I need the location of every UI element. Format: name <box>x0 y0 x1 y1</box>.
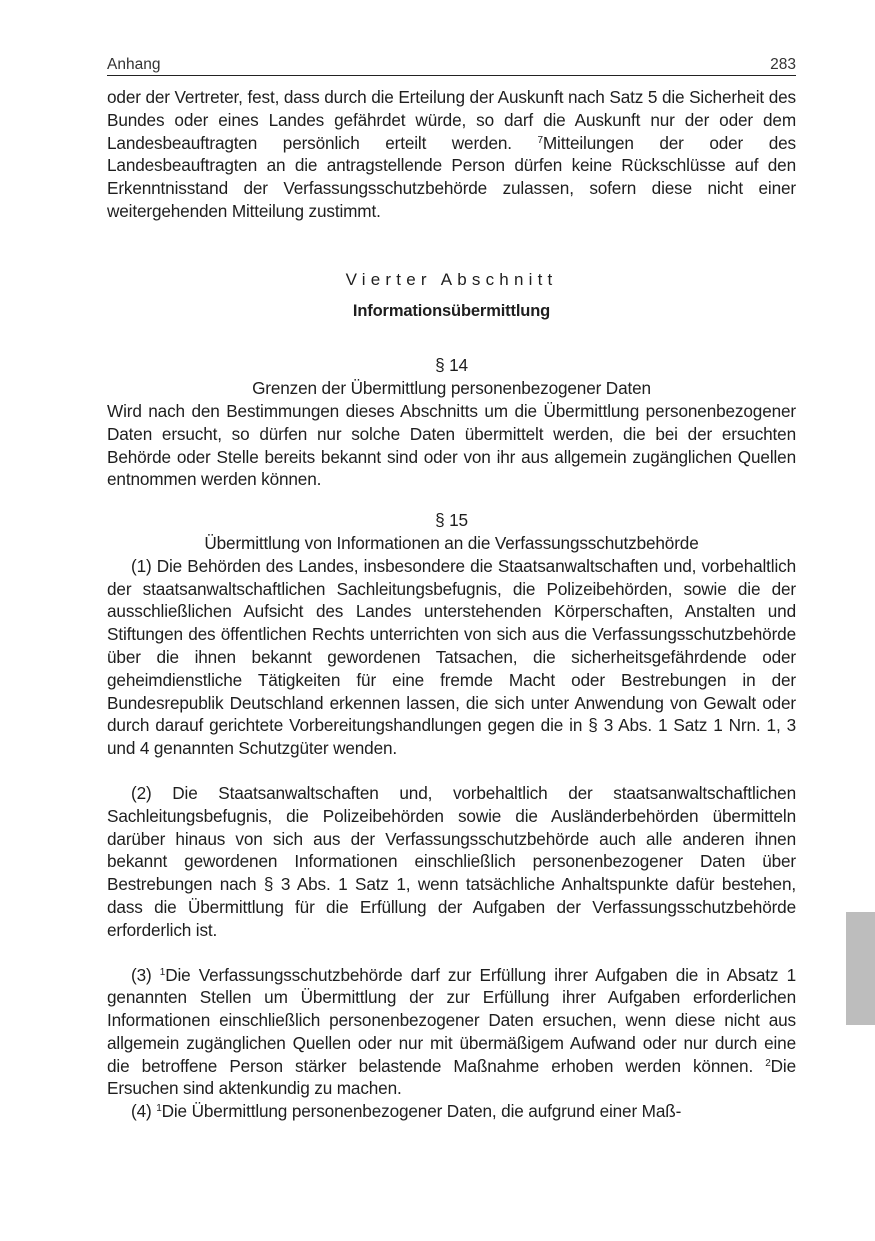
paragraph-title-15: Übermittlung von Informationen an die Verfassungsschutzbehörde <box>204 532 699 553</box>
paragraph-number-14: § 14 <box>435 355 468 376</box>
paragraph-title-14: Grenzen der Übermittlung personenbezogener Daten <box>252 378 651 399</box>
absatz-4: (4) $^1$Die Übermittlung personenbezogener Daten, die aufgrund einer Maß- <box>131 1101 682 1122</box>
section-title: Informationsübermittlung <box>352 301 551 320</box>
sentence-number: 7 <box>537 134 543 146</box>
running-title: Anhang <box>107 56 161 73</box>
sentence-number: 1 <box>159 966 166 978</box>
absatz-1: (1) Die Behörden des Landes, insbesondere die Staatsanwaltschaften und, vorbehaltlich der staatsanwaltschaftlichen Sachleitungsbefugnis, die Polizeibehörden, sowie die der ausschließlichen Aufsicht des Landes unterstehenden Körperschaften, Anstalten und Stiftungen des öffentlichen Rechts unterrichten von sich aus die Verfassungsschutzbehörde über die ihnen bekannt gewordenen Tatsachen, die sicherheitsgefährdende oder geheimdienstliche Tätigkeiten für eine fremde Macht oder Bestrebungen in der Bundesrepublik Deutschland erkennen lassen, die sich unter Anwendung von Gewalt oder durch darauf gerichtete Vorbereitungshandlungen gegen die in § 3 Abs. 1 Satz 1 Nrn. 1, 3 und 4 genannten Schutzgüter wenden. <box>107 555 796 759</box>
chapter-thumb-tab <box>846 912 875 1025</box>
sentence-number: 1 <box>156 1103 162 1115</box>
page-body <box>107 86 796 1123</box>
running-header <box>107 52 796 76</box>
paragraph-body-14: Wird nach den Bestimmungen dieses Abschnitts um die Übermittlung personenbezogener Daten ersucht, so dürfen nur solche Daten übermittelt werden, die bei der ersuchten Behörde oder Stelle bereits bekannt sind oder von ihr aus allgemein zugänglichen Quellen entnommen werden können. <box>107 400 796 490</box>
section-label: Vierter Abschnitt <box>345 269 558 289</box>
absatz-3: (3) $^1$Die Verfassungsschutzbehörde darf zur Erfüllung ihrer Aufgaben die in Absatz 1 genannten Stellen um Übermittlung der zur Erfüllung ihrer Aufgaben erforderlichen Informationen einschließlich personenbezogener Daten ersuchen, wenn diese nicht aus allgemein zugänglichen Quellen oder nur mit übermäßigem Aufwand oder nur durch eine die betroffene Person stärker belastende Maßnahme erhoben werden können. $^2$Die Ersuchen sind aktenkundig zu machen. <box>107 964 796 1099</box>
absatz-2: (2) Die Staatsanwaltschaften und, vorbehaltlich der staatsanwaltschaftlichen Sachleitungsbefugnis, die Polizeibehörden sowie die Ausländerbehörden übermitteln darüber hinaus von sich aus der Verfassungsschutzbehörde auch alle anderen ihnen bekannt gewordenen Informationen einschließlich personenbezogener Daten über Bestrebungen nach § 3 Abs. 1 Satz 1, wenn tatsächliche Anhaltspunkte dafür bestehen, dass die Übermittlung für die Erfüllung der Aufgaben der Verfassungsschutzbehörde erforderlich ist. <box>107 782 796 940</box>
sentence-number: 2 <box>765 1057 771 1069</box>
paragraph-number-15: § 15 <box>435 510 468 531</box>
page-number: 283 <box>770 56 796 73</box>
continuation-paragraph: oder der Vertreter, fest, dass durch die Erteilung der Auskunft nach Satz 5 die Sicherheit des Bundes oder eines Landes gefährdet würde, so darf die Auskunft nur der oder dem Landesbeauftragten persönlich erteilt werden. $^7$Mitteilungen der oder des Landesbeauftragten an die antragstellende Person dürfen keine Rückschlüsse auf den Erkenntnisstand der Verfassungsschutzbehörde zulassen, sofern diese nicht einer weitergehenden Mitteilung zustimmt. <box>107 87 796 221</box>
